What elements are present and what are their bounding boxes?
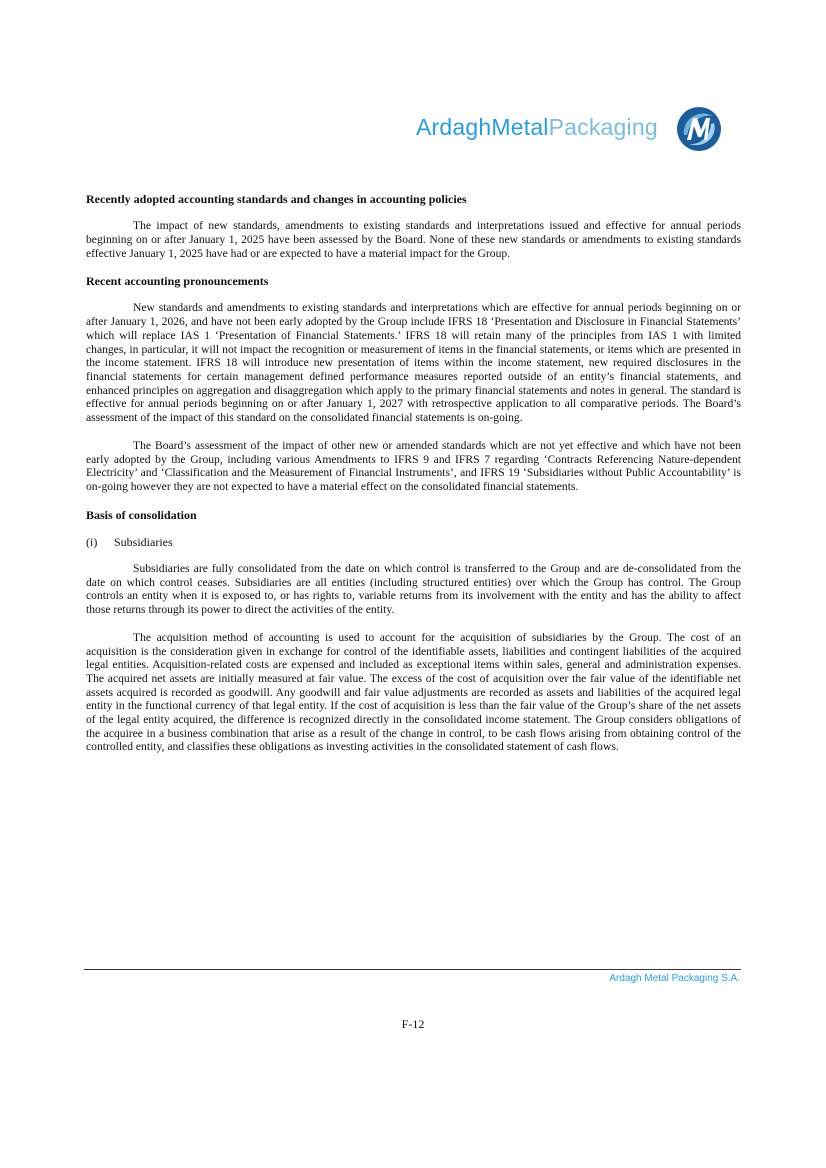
logo-wordmark: ArdaghMetalPackaging [416, 114, 658, 140]
page-number: F-12 [401, 1017, 425, 1031]
subheading-label: Subsidiaries [114, 534, 173, 549]
paragraph: The acquisition method of accounting is used to account for the acquisition of subsidiaries by the Group. The cost of an acquisition is the consideration given in exchange for control of the identifiable assets, liabilities and contingent liabilities of the acquired legal entities. Acquisition-related costs are expensed and included as exceptional items within sales, general and administration expenses. The acquired net assets are initially measured at fair value. The excess of the cost of acquisition over the fair value of the identifiable net assets acquired is recorded as goodwill. Any goodwill and fair value adjustments are recorded as assets and liabilities of the acquired legal entity in the functional currency of that legal entity. If the cost of acquisition is less than the fair value of the Group’s share of the net assets of the legal entity acquired, the difference is recognized directly in the consolidated income statement. The Group considers obligations of the acquiree in a business combination that arise as a result of the change in control, to be cash flows arising from obtaining control of the controlled entity, and classifies these obligations as investing activities in the consolidated statement of cash flows. [86, 630, 741, 754]
paragraph: The impact of new standards, amendments to existing standards and interpretations issued and effective for annual periods beginning on or after January 1, 2025 have been assessed by the Board. None of these new standards or amendments to existing standards effective January 1, 2025 have had or are expected to have a material impact for the Group. [86, 219, 741, 260]
paragraph: New standards and amendments to existing standards and interpretations which are effective for annual periods beginning on or after January 1, 2026, and have not been early adopted by the Group include IFRS 18 ‘Presentation and Disclosure in Financial Statements’ which will replace IAS 1 ‘Presentation of Financial Statements.’ IFRS 18 will retain many of the principles from IAS 1 with limited changes, in particular, it will not impact the recognition or measurement of items in the financial statements, or items which are presented in the income statement. IFRS 18 will introduce new presentation of items within the income statement, new required disclosures in the financial statements for certain management defined performance measures reported outside of an entity’s financial statements, and enhanced principles on aggregation and disaggregation which apply to the primary financial statements and notes in general. The standard is effective for annual periods beginning on or after January 1, 2027 with retrospective application to all comparative periods. The Board’s assessment of the impact of this standard on the consolidated financial statements is on-going. [86, 301, 741, 425]
document-body [86, 192, 741, 768]
paragraph: Subsidiaries are fully consolidated from the date on which control is transferred to the Group and are de-consolidated from the date on which control ceases. Subsidiaries are all entities (including structured entities) over which the Group has control. The Group controls an entity when it is exposed to, or has rights to, variable returns from its involvement with the entity and has the ability to affect those returns through its power to direct the activities of the entity. [86, 562, 741, 617]
paragraph: The Board’s assessment of the impact of other new or amended standards which are not yet effective and which have not been early adopted by the Group, including various Amendments to IFRS 9 and IFRS 7 regarding ‘Contracts Referencing Nature-dependent Electricity’ and ‘Classification and the Measurement of Financial Instruments’, and IFRS 19 ‘Subsidiaries without Public Accountability’ is on-going however they are not expected to have a material effect on the consolidated financial statements. [86, 438, 741, 493]
subheading-number: (i) [86, 534, 98, 549]
heading-recent-pronouncements: Recent accounting pronouncements [86, 274, 269, 289]
subheading-subsidiaries [86, 535, 741, 549]
footer-divider [84, 969, 741, 970]
heading-basis-of-consolidation: Basis of consolidation [86, 507, 197, 522]
company-logo [380, 102, 730, 154]
footer-company-name: Ardagh Metal Packaging S.A. [609, 973, 740, 984]
amp-logo-icon [674, 104, 724, 154]
heading-recently-adopted: Recently adopted accounting standards and changes in accounting policies [86, 192, 467, 206]
